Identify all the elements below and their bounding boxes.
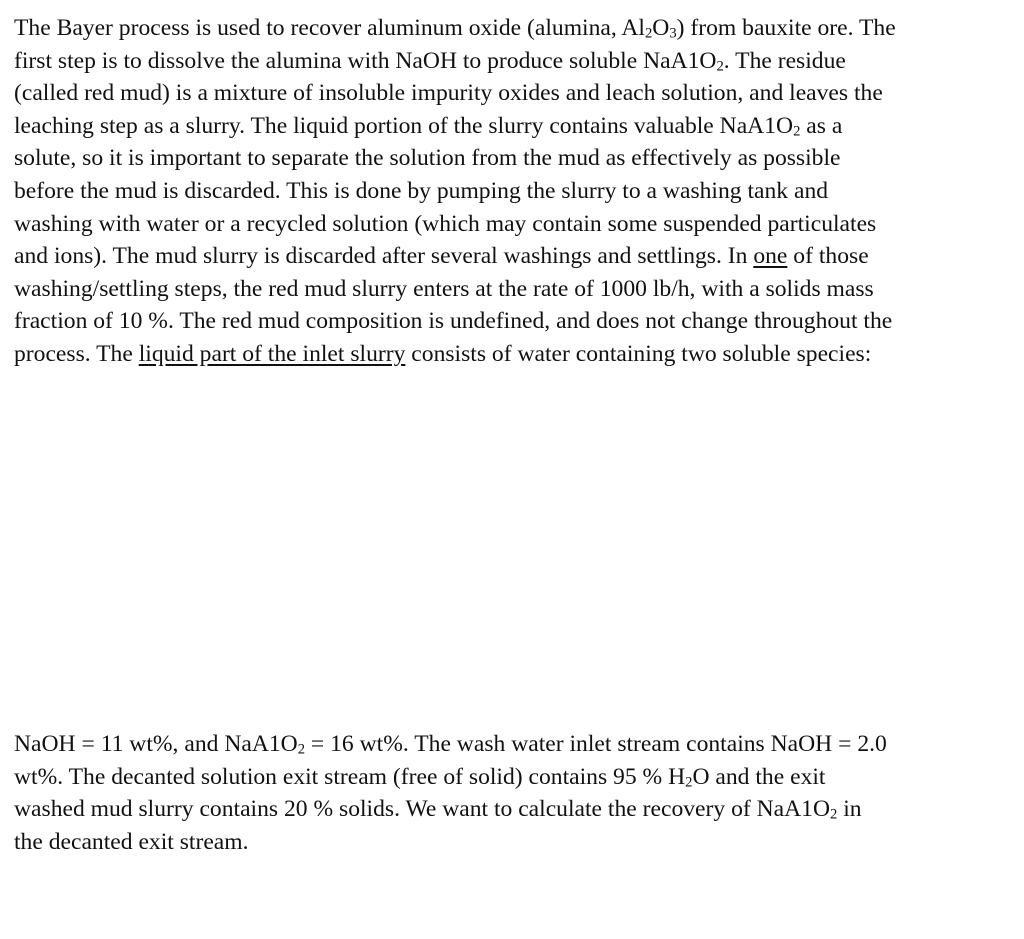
- text-line: solute, so it is important to separate the solution from the mud as effectively as possible: [14, 145, 841, 172]
- text-segment: as a: [800, 112, 843, 139]
- text-segment: consists of water containing two soluble species:: [405, 340, 872, 367]
- text-line: washing with water or a recycled solution (which may contain some suspended particulates: [14, 210, 877, 237]
- text-segment: O: [652, 15, 670, 41]
- problem-paragraph-1: [14, 12, 896, 371]
- subscript: 2: [644, 25, 653, 42]
- text-line: fraction of 10 %. The red mud composition is undefined, and does not change throughout the: [14, 308, 893, 335]
- text-segment: . The residue: [723, 47, 846, 74]
- text-line: [14, 110, 896, 143]
- text-segment: ) from bauxite ore. The: [676, 15, 896, 41]
- text-segment: = 16 wt%. The wash water inlet stream contains NaOH = 2.0: [305, 731, 887, 757]
- subscript: 3: [669, 25, 677, 42]
- subscript: 2: [297, 741, 306, 758]
- text-line: [14, 338, 896, 371]
- underlined-text: one: [753, 243, 788, 270]
- text-segment: of those: [787, 243, 869, 270]
- subscript: 2: [830, 806, 838, 823]
- text-segment: first step is to dissolve the alumina with NaOH to produce soluble NaA1O: [14, 47, 717, 74]
- text-segment: washed mud slurry contains 20 % solids. We want to calculate the recovery of NaA1O: [14, 796, 831, 823]
- text-segment: leaching step as a slurry. The liquid portion of the slurry contains valuable NaA1O: [14, 112, 794, 139]
- text-segment: process. The: [14, 340, 139, 367]
- underlined-text: liquid part of the inlet slurry: [138, 340, 406, 367]
- text-segment: in: [837, 796, 862, 823]
- text-segment: NaOH = 11 wt%, and NaA1O: [14, 731, 298, 757]
- text-segment: wt%. The decanted solution exit stream (free of solid) contains 95 % H: [14, 763, 686, 790]
- problem-paragraph-2: [14, 728, 887, 858]
- text-segment: O and the exit: [692, 763, 826, 790]
- text-line: [14, 45, 896, 78]
- text-segment: and ions). The mud slurry is discarded after several washings and settlings. In: [14, 243, 754, 270]
- text-line: [14, 761, 887, 794]
- text-segment: The Bayer process is used to recover aluminum oxide (alumina, Al: [14, 15, 645, 41]
- text-line: before the mud is discarded. This is done by pumping the slurry to a washing tank and: [14, 177, 829, 204]
- text-line: washing/settling steps, the red mud slurry enters at the rate of 1000 lb/h, with a solids mass: [14, 275, 874, 302]
- text-line: [14, 12, 896, 45]
- subscript: 2: [685, 774, 693, 791]
- text-line: [14, 728, 887, 761]
- subscript: 2: [716, 58, 724, 75]
- text-line: [14, 240, 896, 273]
- text-line: [14, 793, 887, 826]
- subscript: 2: [793, 123, 801, 140]
- text-line: (called red mud) is a mixture of insoluble impurity oxides and leach solution, and leaves the: [14, 80, 883, 107]
- text-line: the decanted exit stream.: [14, 828, 249, 855]
